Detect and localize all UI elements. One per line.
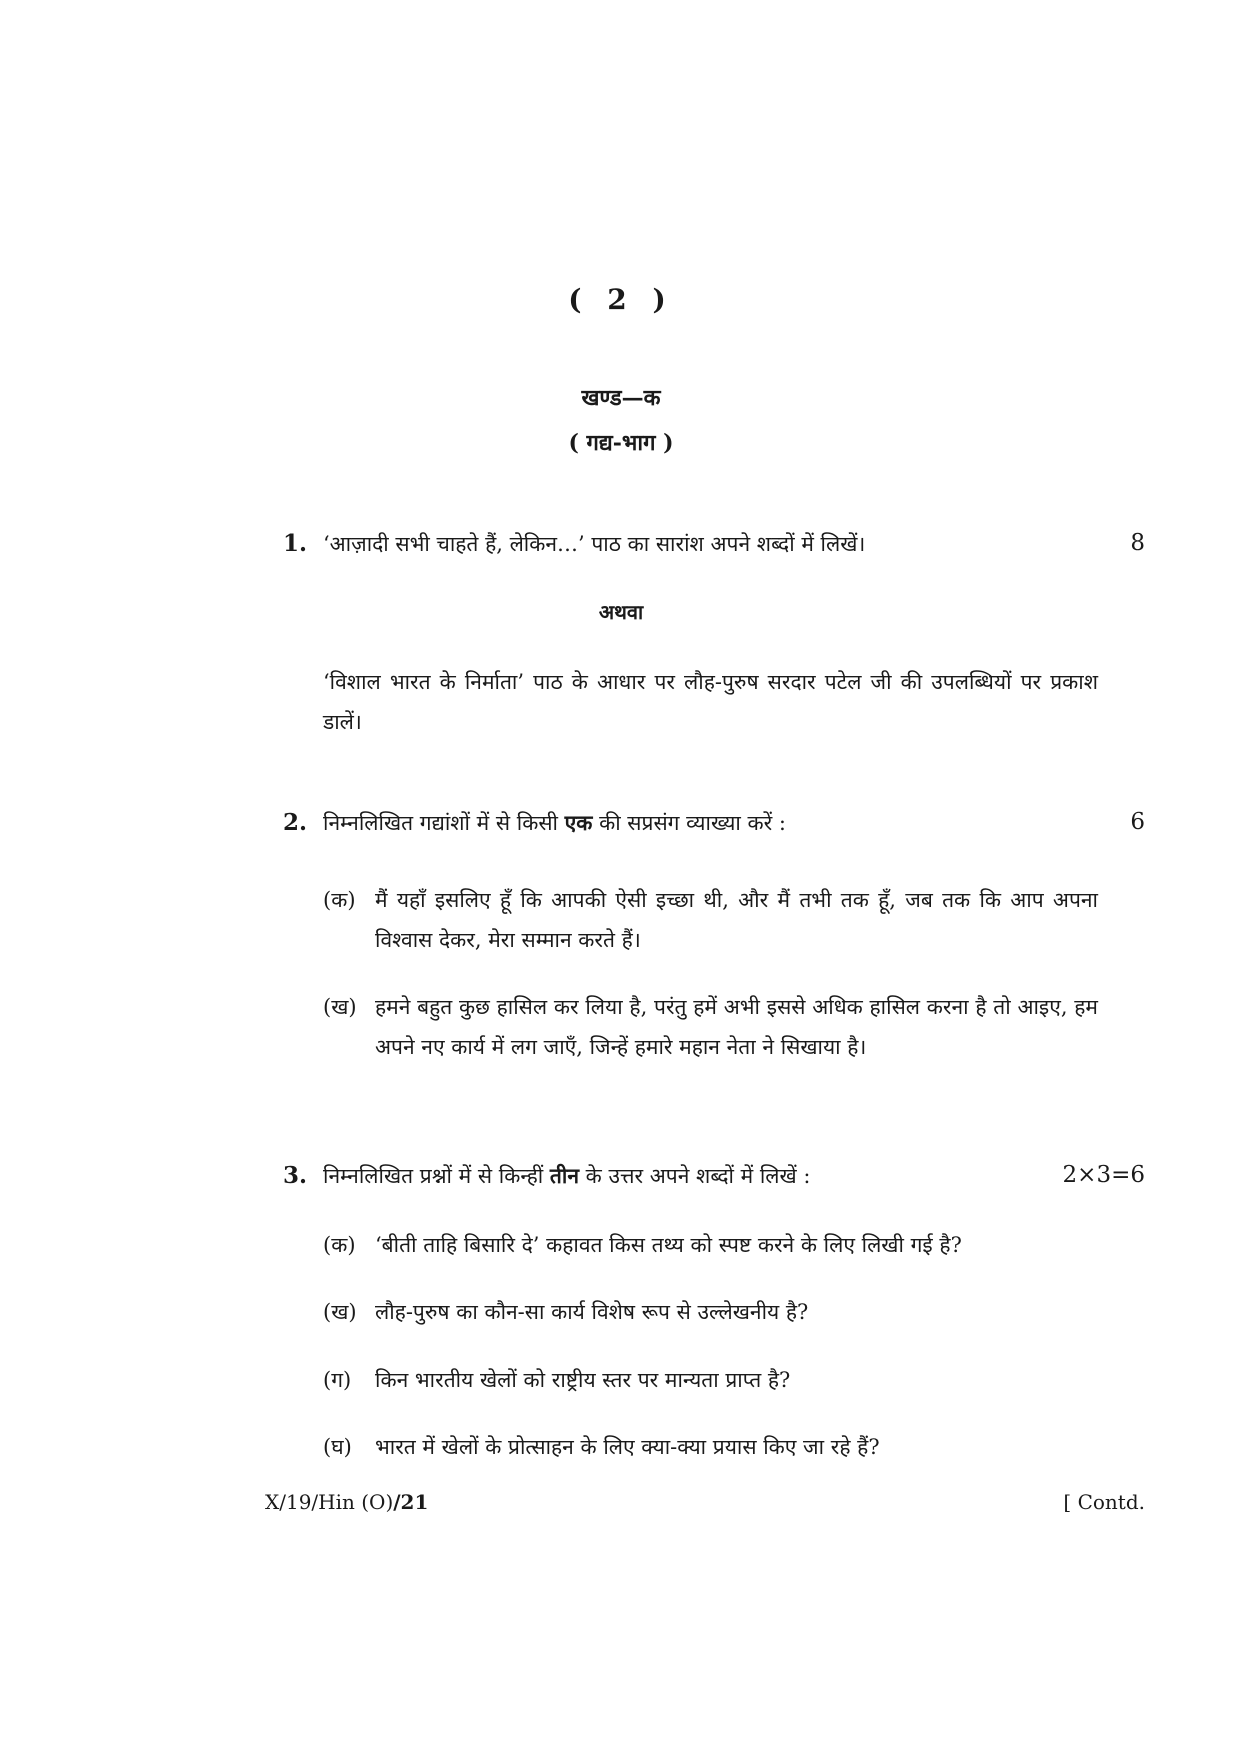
q2-text: निम्नलिखित गद्यांशों में से किसी एक की सप्रसंग व्याख्या करें : [323, 810, 786, 835]
q1-marks: 8 [1130, 530, 1145, 556]
q2-option-text: मैं यहाँ इसलिए हूँ कि आपकी ऐसी इच्छा थी, और मैं तभी तक हूँ, जब तक कि आप अपना विश्वास देकर, मेरा सम्मान करते हैं। [375, 888, 1098, 952]
page-number: ( 2 ) [568, 283, 674, 316]
section-title: खण्ड—क [581, 385, 661, 411]
q2-marks: 6 [1130, 809, 1145, 835]
q1-or-label: अथवा [598, 600, 644, 624]
continued-label: [ Contd. [1063, 1490, 1145, 1514]
q1-text: ‘आज़ादी सभी चाहते हैं, लेकिन…’ पाठ का सारांश अपने शब्दों में लिखें। [323, 532, 866, 556]
q2-option-label: (ख) [323, 995, 357, 1019]
section-subtitle: ( गद्य-भाग ) [568, 430, 674, 456]
q3-option-text: लौह-पुरुष का कौन-सा कार्य विशेष रूप से उल्लेखनीय है? [375, 1300, 809, 1324]
paper-code: X/19/Hin (O)/21 [265, 1490, 429, 1514]
q1-number: 1. [283, 530, 308, 557]
q3-option-text: भारत में खेलों के प्रोत्साहन के लिए क्या-क्या प्रयास किए जा रहे हैं? [375, 1435, 880, 1459]
q2-number: 2. [283, 809, 308, 836]
q2-option-text: हमने बहुत कुछ हासिल कर लिया है, परंतु हमें अभी इससे अधिक हासिल करना है तो आइए, हम अपने नए कार्य में लग जाएँ, जिन्हें हमारे महान नेता ने सिखाया है। [375, 995, 1098, 1059]
q3-option-label: (ग) [323, 1368, 352, 1392]
q3-number: 3. [283, 1162, 308, 1189]
q3-option-text: किन भारतीय खेलों को राष्ट्रीय स्तर पर मान्यता प्राप्त है? [375, 1368, 791, 1392]
q3-option-label: (ख) [323, 1300, 357, 1324]
q3-option-label: (घ) [323, 1435, 352, 1459]
q3-option-label: (क) [323, 1233, 356, 1257]
q2-option-label: (क) [323, 888, 356, 912]
q1-alternative-text: ‘विशाल भारत के निर्माता’ पाठ के आधार पर लौह-पुरुष सरदार पटेल जी की उपलब्धियों पर प्रकाश डालें। [323, 670, 1098, 734]
q3-option-text: ‘बीती ताहि बिसारि दे’ कहावत किस तथ्य को स्पष्ट करने के लिए लिखी गई है? [375, 1233, 962, 1257]
q3-text: निम्नलिखित प्रश्नों में से किन्हीं तीन के उत्तर अपने शब्दों में लिखें : [323, 1163, 811, 1188]
q3-marks: 2×3=6 [1062, 1162, 1145, 1188]
